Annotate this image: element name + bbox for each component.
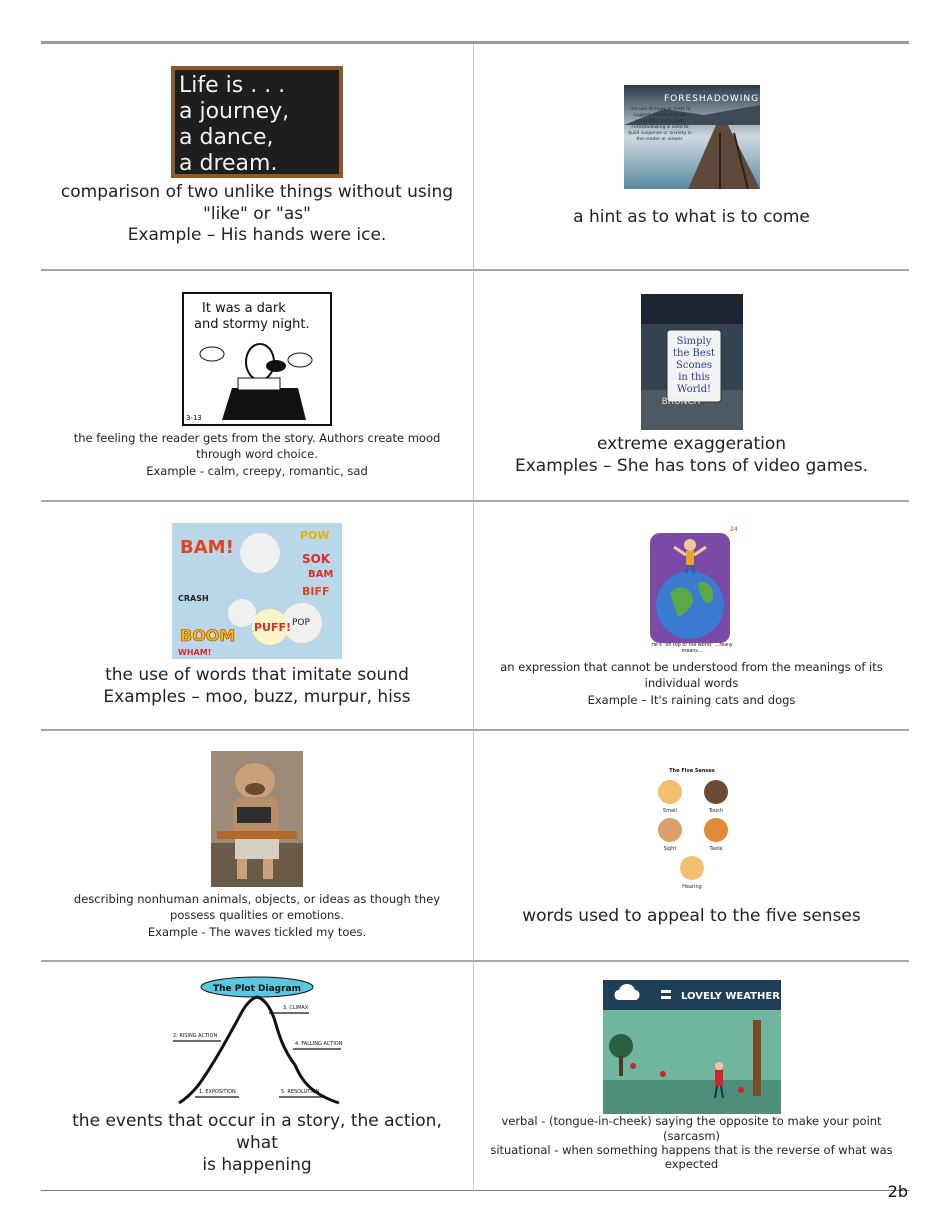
- dog-image: [211, 751, 303, 887]
- sign-line-1: Simply: [676, 335, 711, 347]
- comic-line-2: and stormy night.: [194, 317, 310, 333]
- sense-label-5: Hearing: [681, 883, 702, 890]
- card-definition: describing nonhuman animals, objects, or ideas as though they possess qualities or emotions. Example - The waves tickled my toes.: [73, 892, 441, 939]
- weather-title: LOVELY WEATHER: [680, 991, 780, 1003]
- card-hyperbole: [474, 271, 909, 502]
- sense-label-4: Taste: [709, 845, 722, 852]
- idiom-caption: He's "on top of the world" ...really means...: [650, 643, 733, 655]
- sound-words-image: [172, 523, 342, 659]
- card-definition: comparison of two unlike things without using "like" or "as" Example – His hands were ice.: [60, 181, 454, 246]
- card-definition: the use of words that imitate sound Examples – moo, buzz, murpur, hiss: [103, 664, 411, 707]
- chalk-line-1: Life is . . .: [179, 72, 286, 98]
- comic-line-1: It was a dark: [202, 301, 286, 317]
- card-irony: [474, 962, 909, 1191]
- sound-word-6: BIFF: [302, 584, 330, 598]
- chalk-line-4: a dream.: [179, 150, 278, 176]
- card-definition: an expression that cannot be understood from the meanings of its individual words Example – It's raining cats and dogs: [500, 660, 883, 707]
- chalk-line-3: a dance,: [179, 124, 274, 150]
- sound-word-7: BOOM: [180, 625, 236, 645]
- card-personification: [41, 731, 474, 962]
- idiom-image: [642, 523, 742, 657]
- card-foreshadowing: [474, 44, 909, 271]
- plot-label-3: 4. FALLING ACTION: [295, 1041, 343, 1048]
- card-onomatopoeia: [41, 502, 474, 731]
- card-definition: verbal - (tongue-in-cheek) saying the opposite to make your point (sarcasm) situational - when something happens that is the reverse of what was expected: [490, 1114, 893, 1172]
- sense-label-2: Touch: [708, 807, 723, 814]
- card-definition: words used to appeal to the five senses: [522, 905, 861, 926]
- plot-title: The Plot Diagram: [212, 984, 302, 995]
- comic-date: 3-13: [186, 414, 202, 423]
- sound-word-2: POW: [300, 528, 330, 542]
- chalk-line-2: a journey,: [179, 98, 290, 124]
- weather-image: [603, 980, 781, 1114]
- sound-word-1: BAM!: [180, 536, 234, 558]
- flashcard-grid: [41, 44, 909, 1191]
- card-mood: [41, 271, 474, 502]
- card-definition: the events that occur in a story, the action, what is happening: [72, 1111, 442, 1175]
- sound-word-8: PUFF!: [254, 620, 292, 634]
- sound-word-9: POP: [292, 617, 310, 628]
- plot-diagram-image: [169, 975, 345, 1107]
- pier-title: FORESHADOWING: [663, 93, 759, 104]
- sign-line-4: in this: [677, 371, 710, 383]
- pier-caption-box: [628, 107, 692, 187]
- sense-label-1: Smell: [662, 807, 677, 814]
- sound-word-3: SOK: [302, 551, 331, 566]
- plot-label-4: 1. EXPOSITION: [199, 1089, 236, 1096]
- card-metaphor: [41, 44, 474, 271]
- page-number: 2b: [887, 1182, 908, 1201]
- sign-image: [641, 294, 743, 430]
- card-imagery: [474, 731, 909, 962]
- sign-line-5: World!: [676, 383, 711, 395]
- card-definition: the feeling the reader gets from the story. Authors create mood through word choice. Example - calm, creepy, romantic, sad: [73, 431, 441, 478]
- idiom-page-number: 24: [729, 526, 738, 534]
- sound-word-10: WHAM!: [178, 647, 212, 657]
- sound-word-4: BAM: [308, 568, 334, 580]
- card-definition: a hint as to what is to come: [573, 206, 810, 227]
- idiom-caption-box: [642, 643, 742, 657]
- sign-brunch: BRUNCH: [661, 396, 700, 407]
- card-plot: [41, 962, 474, 1191]
- plot-label-1: 3. CLIMAX: [283, 1005, 309, 1012]
- sign-line-2: the Best: [672, 347, 715, 359]
- sense-label-3: Sight: [663, 845, 676, 852]
- pier-image: [624, 85, 760, 189]
- pier-caption: The use of clues or hints to suggest events that will occur later in the plot. Foreshadowing is used to build suspense or anxiety in the reader or viewer.: [627, 106, 692, 142]
- sign-line-3: Scones: [675, 359, 712, 371]
- plot-label-5: 5. RESOLUTION: [281, 1089, 320, 1096]
- sound-word-5: CRASH: [178, 593, 209, 603]
- chalkboard-image: [171, 66, 343, 178]
- card-idiom: [474, 502, 909, 731]
- senses-title: The Five Senses: [668, 767, 715, 774]
- plot-label-2: 2. RISING ACTION: [173, 1033, 218, 1040]
- five-senses-image: [642, 764, 742, 892]
- card-definition: extreme exaggeration Examples – She has tons of video games.: [514, 433, 868, 476]
- comic-image: [182, 292, 332, 426]
